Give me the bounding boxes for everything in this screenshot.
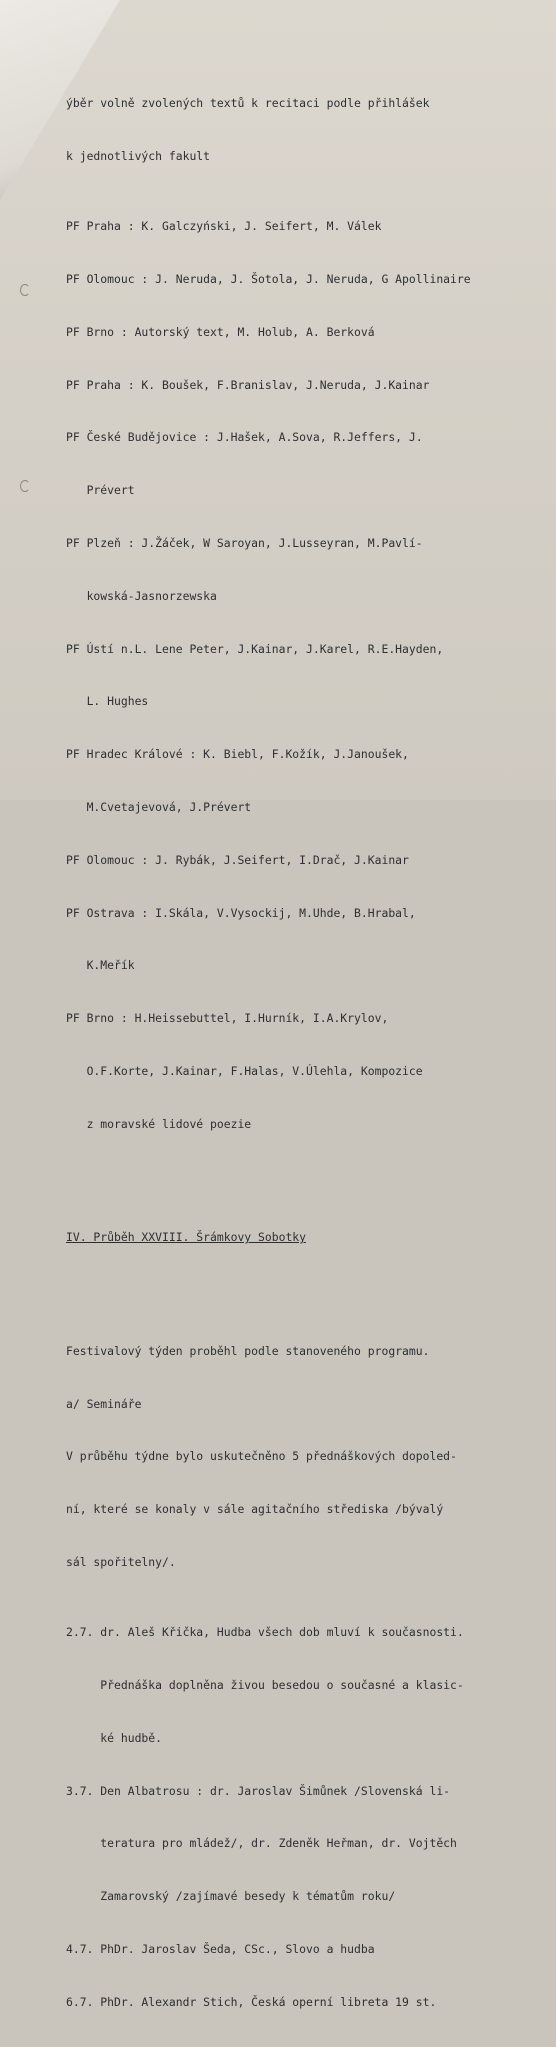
festival-line: ní, které se konaly v sále agitačního střediska /bývalý — [66, 1502, 444, 1517]
faculty-entry: PF Ostrava : I.Skála, V.Vysockij, M.Uhde, B.Hrabal, — [66, 905, 416, 920]
lecture-entry-cont: Zamarovský /zajímavé besedy k tématům roku/ — [66, 1889, 396, 1904]
punch-hole-icon — [20, 284, 30, 296]
lecture-entry-cont: ké hudbě. — [66, 1730, 163, 1745]
faculty-entry-cont: O.F.Korte, J.Kainar, F.Halas, V.Úlehla, Kompozice — [66, 1063, 423, 1078]
faculty-entry-cont: K.Meřík — [66, 958, 135, 973]
festival-line: sál spořitelny/. — [66, 1554, 176, 1569]
faculty-entry: PF Hradec Králové : K. Biebl, F.Kožík, J.Janoušek, — [66, 747, 409, 762]
faculty-entry: PF Praha : K. Boušek, F.Branislav, J.Neruda, J.Kainar — [66, 377, 430, 392]
festival-line: V průběhu týdne bylo uskutečněno 5 přednáškových dopoled- — [66, 1449, 457, 1464]
lecture-entry: 2.7. dr. Aleš Křička, Hudba všech dob mluví k současnosti. — [66, 1625, 464, 1640]
typed-text — [66, 60, 526, 2047]
intro-line: k jednotlivých fakult — [66, 148, 211, 163]
lecture-entry: 3.7. Den Albatrosu : dr. Jaroslav Šimůnek /Slovenská li- — [66, 1783, 451, 1798]
faculty-entry-cont: z moravské lidové poezie — [66, 1116, 252, 1131]
lecture-entry-cont: teratura pro mládež/, dr. Zdeněk Heřman, dr. Vojtěch — [66, 1836, 457, 1851]
faculty-entry: PF Olomouc : J. Neruda, J. Šotola, J. Neruda, G Apollinaire — [66, 272, 471, 287]
lecture-entry: 6.7. PhDr. Alexandr Stich, Česká operní libreta 19 st. — [66, 1994, 437, 2009]
faculty-entry-cont: Prévert — [66, 483, 135, 498]
lecture-entry-cont: Přednáška doplněna živou besedou o současné a klasic- — [66, 1678, 464, 1693]
punch-hole-icon — [20, 480, 30, 492]
faculty-entry: PF Olomouc : J. Rybák, J.Seifert, I.Drač, J.Kainar — [66, 852, 409, 867]
faculty-entry: PF Praha : K. Galczyński, J. Seifert, M. Válek — [66, 219, 382, 234]
faculty-entry-cont: L. Hughes — [66, 694, 149, 709]
faculty-entry: PF Plzeň : J.Žáček, W Saroyan, J.Lusseyran, M.Pavlí- — [66, 536, 423, 551]
festival-line: Festivalový týden proběhl podle stanoveného programu. — [66, 1343, 430, 1358]
faculty-entry: PF Brno : H.Heissebuttel, I.Hurník, I.A.Krylov, — [66, 1011, 389, 1026]
faculty-entry-cont: kowská-Jasnorzewska — [66, 588, 217, 603]
section-heading: IV. Průběh XXVIII. Šrámkovy Sobotky — [66, 1230, 307, 1245]
faculty-entry: PF Ústí n.L. Lene Peter, J.Kainar, J.Karel, R.E.Hayden, — [66, 641, 444, 656]
lecture-entry: 4.7. PhDr. Jaroslav Šeda, CSc., Slovo a hudba — [66, 1941, 375, 1956]
faculty-entry: PF České Budějovice : J.Hašek, A.Sova, R.Jeffers, J. — [66, 430, 423, 445]
faculty-entry-cont: M.Cvetajevová, J.Prévert — [66, 799, 252, 814]
intro-line: ýběr volně zvolených textů k recitaci podle přihlášek — [66, 96, 430, 111]
festival-line: a/ Semináře — [66, 1396, 142, 1411]
faculty-entry: PF Brno : Autorský text, M. Holub, A. Berková — [66, 324, 375, 339]
